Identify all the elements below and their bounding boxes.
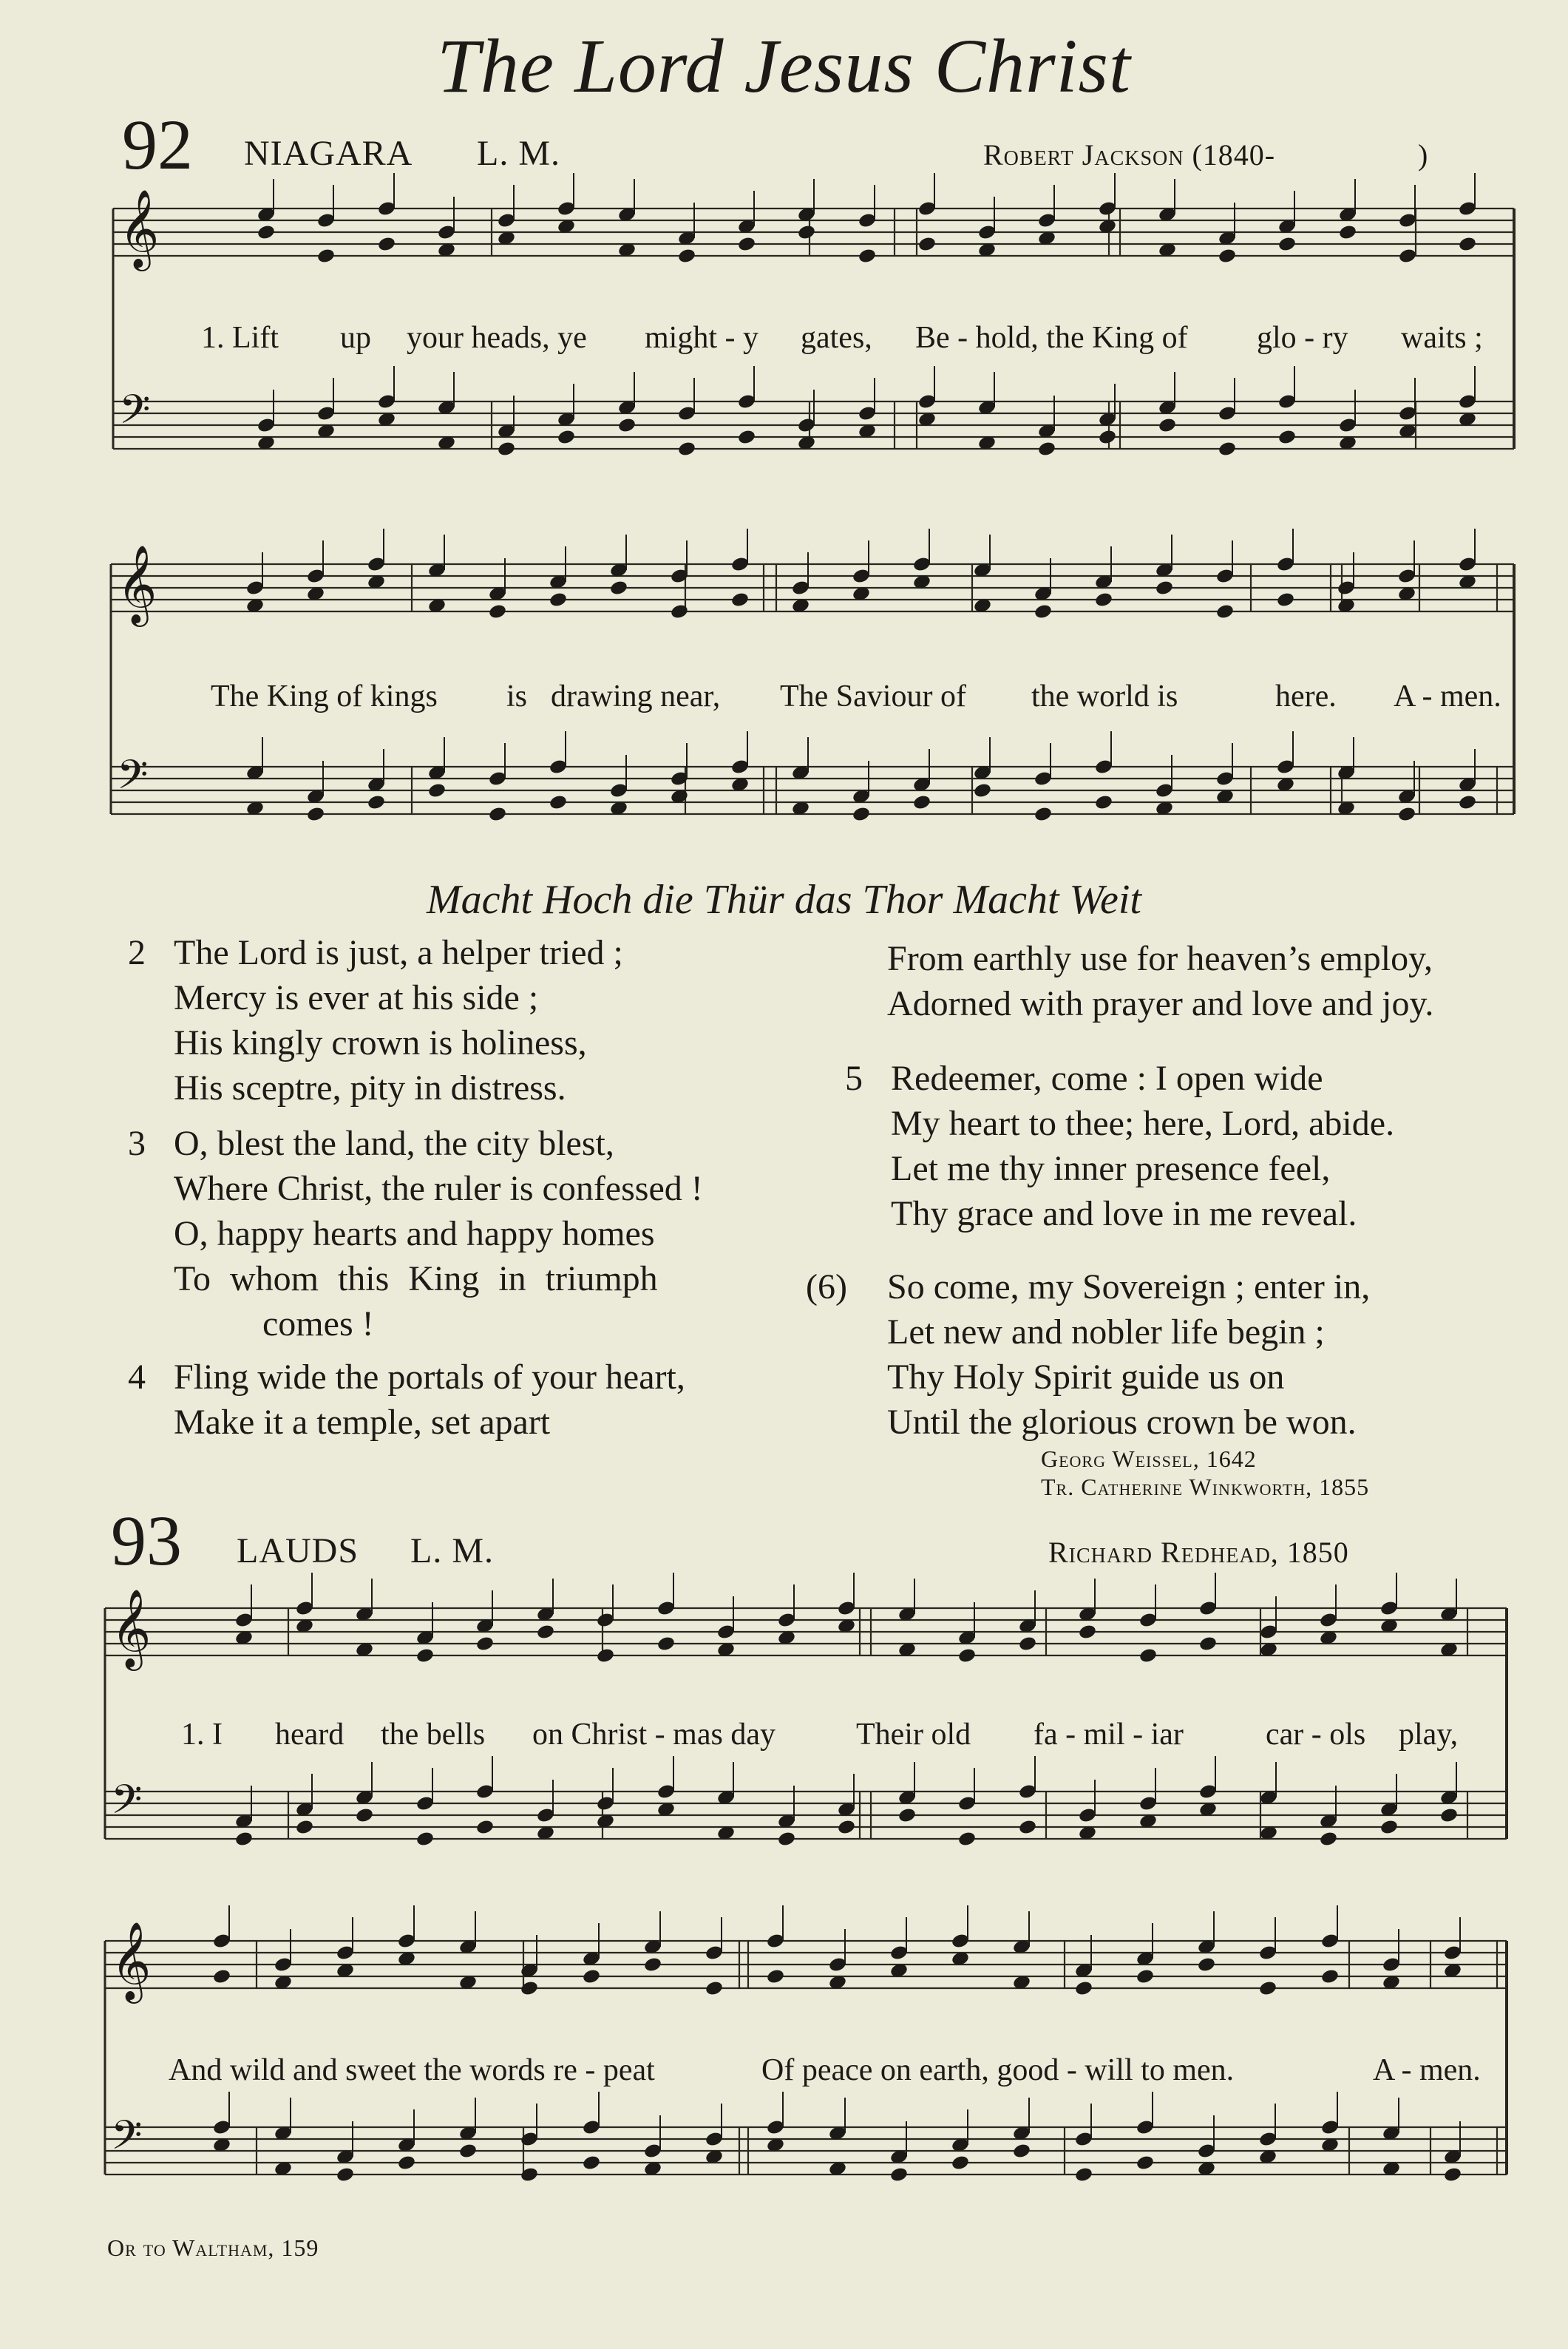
translator-credit: Tr. Catherine Winkworth, 1855 [1041,1474,1370,1500]
hymn93-system2-bass-note [336,2166,355,2183]
hymn93-system2-treble-note [1136,1968,1155,1985]
author-credit: Georg Weissel, 1642 [1041,1445,1257,1472]
lyric-93-a6: car - ols [1266,1718,1366,1752]
stanza-line: Fling wide the portals of your heart, [174,1357,685,1397]
hymn92-system2-bass-note [549,794,568,811]
hymn92-system2-treble-note [1155,580,1174,597]
hymn-number-92: 92 [122,105,193,184]
stanza-line: Adorned with prayer and love and joy. [887,984,1434,1023]
hymn92-system2-treble-note [670,603,689,620]
hymn92-system1-bass-note [557,429,576,446]
hymn93-system2-treble-note [212,1968,231,1985]
hymn93-system1-bass-note [1439,1807,1459,1824]
stanza-line: To whom this King in triumph [174,1259,658,1298]
meter-93: L. M. [410,1531,494,1570]
stanza-number: 4 [128,1357,146,1397]
hymn93-system1-bass-note [1319,1831,1338,1848]
stanza-5 [845,1056,1395,1236]
hymn92-system2-bass-note [912,794,931,811]
hymn92-system1-bass-note [1218,441,1237,458]
hymn93-system1-treble-note [415,1647,435,1664]
lyric-93-a1: heard [275,1718,345,1752]
hymn93-system1-treble-note [1138,1647,1158,1664]
meter-92: L. M. [477,134,560,173]
hymn93-system2-bass-note [1074,2166,1093,2183]
hymn93-system2-treble-note [705,1980,724,1997]
hymn92-system1-bass-note [497,441,516,458]
hymn92-system2-bass-note [1397,806,1416,823]
composer-92: Robert Jackson (1840- [983,138,1276,172]
hymn92-system1-bass-clef-icon: 𝄢 [119,386,151,443]
lyric-92-a7: waits ; [1401,321,1483,355]
hymn92-system1-bass-note [1158,417,1177,434]
hymn93-system2-bass-note [397,2155,416,2172]
hymn93-system1-bass-note [897,1807,917,1824]
stanza-line: Thy Holy Spirit guide us on [887,1357,1285,1397]
stanza-line: So come, my Sovereign ; enter in, [887,1267,1371,1306]
hymn93-system1-treble-note [1198,1636,1218,1653]
hymn92-system2-treble-note [1215,603,1235,620]
hymn93-system2-treble-clef-icon: 𝄞 [111,1921,152,2000]
lyric-93-b2: A - men. [1373,2053,1481,2087]
stanza-line: Let new and nobler life begin ; [887,1312,1325,1352]
lyric-92-a4: gates, [801,321,872,355]
hymn92-system2-bass-note [852,806,871,823]
hymn93-system1-treble-note [475,1636,495,1653]
stanza-line: Until the glorious crown be won. [887,1403,1357,1442]
hymn-number-93: 93 [111,1501,182,1580]
hymn92-system1-treble-note [257,224,276,241]
stanza-2 [128,930,623,1111]
hymn92-system1-treble-note [737,236,756,253]
hymn93-system1-treble-note [957,1647,977,1664]
lyric-93-b0: And wild and sweet the words re - peat [169,2053,655,2087]
hymn92-system1-treble-note [797,224,816,241]
hymn93-system2-bass-note [1443,2166,1462,2183]
stanza-line: Let me thy inner presence feel, [891,1149,1331,1188]
page-title: The Lord Jesus Christ [437,24,1131,109]
hymn92-system1-treble-clef-icon: 𝄞 [119,189,160,268]
hymn92-system1-treble-note [377,236,396,253]
lyric-92-b0: The King of kings [211,679,438,713]
hymn92-system2-treble-clef-icon: 𝄞 [117,544,157,623]
stanza-4-cont [887,936,1433,1026]
hymn92-system1-treble-note [917,236,937,253]
stanza-line: O, happy hearts and happy homes [174,1214,655,1253]
tune-name-92: NIAGARA [244,134,413,173]
hymn92-system2-treble-note [488,603,507,620]
lyric-92-b3: The Saviour of [780,679,966,713]
hymn93-system1-bass-note [475,1819,495,1836]
stanza-number: (6) [806,1267,847,1306]
hymn92-system2-bass-note [973,782,992,799]
hymn92-system1-treble-note [1338,224,1357,241]
hymn93-system1-bass-clef-icon: 𝄢 [111,1776,143,1833]
hymn92-system2-bass-clef-icon: 𝄢 [117,751,149,808]
hymn93-system2-bass-note [951,2155,970,2172]
stanza-line: His sceptre, pity in distress. [174,1068,566,1108]
hymn92-system1-treble-note [1398,248,1417,265]
lyric-92-b6: A - men. [1394,679,1501,713]
hymn92-system2-bass-note [488,806,507,823]
composer-close-92: ) [1418,138,1429,172]
hymn92-system1-treble-note [316,248,336,265]
hymn92-system1-bass-note [737,429,756,446]
hymn93-system2-bass-note [889,2166,909,2183]
hymn92-system2-treble-note [549,592,568,609]
hymn92-system2-treble-note [730,592,750,609]
hymn93-system2-bass-clef-icon: 𝄢 [111,2112,143,2169]
hymn93-system2-treble-note [1074,1980,1093,1997]
hymn92-system1-bass-note [1037,441,1056,458]
hymn93-system2-treble-note [643,1956,662,1973]
german-title: Macht Hoch die Thür das Thor Macht Weit [427,877,1141,923]
lyric-93-a4: Their old [856,1718,971,1752]
stanza-line: comes ! [262,1304,374,1343]
hymn92-system2-bass-note [1458,794,1477,811]
stanza-line: The Lord is just, a helper tried ; [174,933,623,972]
hymn92-system2-treble-note [609,580,628,597]
hymn93-system2-treble-note [520,1980,539,1997]
hymn92-system2-treble-note [1276,592,1295,609]
stanza-number: 3 [128,1124,146,1163]
stanza-number: 2 [128,933,146,972]
lyric-92-b5: here. [1275,679,1337,713]
hymn92-system1-treble-note [677,248,696,265]
hymn92-system1-bass-note [677,441,696,458]
lyric-93-b1: Of peace on earth, good - will to men. [761,2053,1235,2087]
lyric-92-b2: drawing near, [551,679,721,713]
hymn93-system2-bass-note [458,2143,478,2160]
lyric-92-a2: your heads, ye [407,321,587,355]
lyric-93-a0: 1. I [181,1718,223,1752]
stanza-number: 5 [845,1059,863,1098]
lyric-93-a7: play, [1399,1718,1459,1752]
lyric-93-a2: the bells [381,1718,486,1752]
stanza-line: Thy grace and love in me reveal. [891,1194,1357,1233]
hymn93-system2-treble-note [1258,1980,1277,1997]
stanza-line: Redeemer, come : I open wide [891,1059,1323,1098]
lyric-92-b4: the world is [1031,679,1178,713]
hymn93-system1-treble-note [596,1647,615,1664]
stanza-line: My heart to thee; here, Lord, abide. [891,1104,1395,1143]
hymn93-system1-bass-note [1018,1819,1037,1836]
hymn92-system2-bass-note [367,794,386,811]
hymn92-system1-bass-note [1277,429,1297,446]
hymn93-system1-bass-note [234,1831,254,1848]
hymn93-system1-treble-note [1018,1636,1037,1653]
tune-name-93: LAUDS [237,1531,359,1570]
hymn92-system1-treble-note [1277,236,1297,253]
hymn93-system2-treble-note [1320,1968,1340,1985]
hymn92-system1-bass-note [1098,429,1117,446]
hymn92-system2-treble-note [1094,592,1113,609]
hymn92-system2-bass-note [427,782,447,799]
stanza-line: Where Christ, the ruler is confessed ! [174,1169,703,1208]
hymn93-system1-bass-note [355,1807,374,1824]
lyric-92-a6: glo - ry [1257,321,1348,355]
stanza-line: His kingly crown is holiness, [174,1023,587,1062]
hymn93-system2-bass-note [582,2155,601,2172]
stanza-line: Make it a temple, set apart [174,1403,551,1442]
stanza-3 [128,1121,703,1346]
hymn93-system1-bass-note [837,1819,856,1836]
hymn93-system2-bass-note [520,2166,539,2183]
lyric-92-a5: Be - hold, the King of [915,321,1188,355]
hymn92-system2-bass-note [1094,794,1113,811]
hymn93-system1-bass-note [295,1819,314,1836]
stanza-line: Mercy is ever at his side ; [174,978,539,1017]
lyric-92-a0: 1. Lift [201,321,279,355]
stanza-line: From earthly use for heaven’s employ, [887,939,1433,978]
hymn92-system1-treble-note [1218,248,1237,265]
hymn92-system1-bass-note [617,417,637,434]
hymn93-system1-bass-note [777,1831,796,1848]
hymn92-system1-treble-note [858,248,877,265]
hymn93-system1-treble-note [656,1636,676,1653]
alternate-tune-note: Or to Waltham, 159 [107,2234,319,2261]
hymn93-system2-treble-note [582,1968,601,1985]
composer-93: Richard Redhead, 1850 [1048,1536,1349,1569]
hymn93-system1-treble-note [1078,1624,1097,1641]
hymn93-system1-treble-clef-icon: 𝄞 [111,1588,152,1667]
lyric-92-b1: is [506,679,528,713]
hymn93-system1-treble-note [536,1624,555,1641]
hymn93-system2-bass-note [1136,2155,1155,2172]
hymn93-system1-bass-note [957,1831,977,1848]
lyric-93-a5: fa - mil - iar [1034,1718,1184,1752]
lyric-92-a1: up [340,321,371,355]
lyric-93-a3: on Christ - mas day [532,1718,775,1752]
hymn92-system2-bass-note [1034,806,1053,823]
hymn93-system1-bass-note [1379,1819,1399,1836]
hymn93-system2-bass-note [1012,2143,1031,2160]
hymn93-system2-treble-note [1197,1956,1216,1973]
hymn93-system2-treble-note [766,1968,785,1985]
hymn92-system2-treble-note [1034,603,1053,620]
stanza-line: O, blest the land, the city blest, [174,1124,614,1163]
lyric-92-a3: might - y [645,321,758,355]
hymn92-system2-bass-note [306,806,325,823]
hymn93-system1-bass-note [415,1831,435,1848]
hymn92-system1-treble-note [1458,236,1477,253]
stanza-4 [128,1355,685,1445]
stanza-6 [806,1264,1371,1445]
